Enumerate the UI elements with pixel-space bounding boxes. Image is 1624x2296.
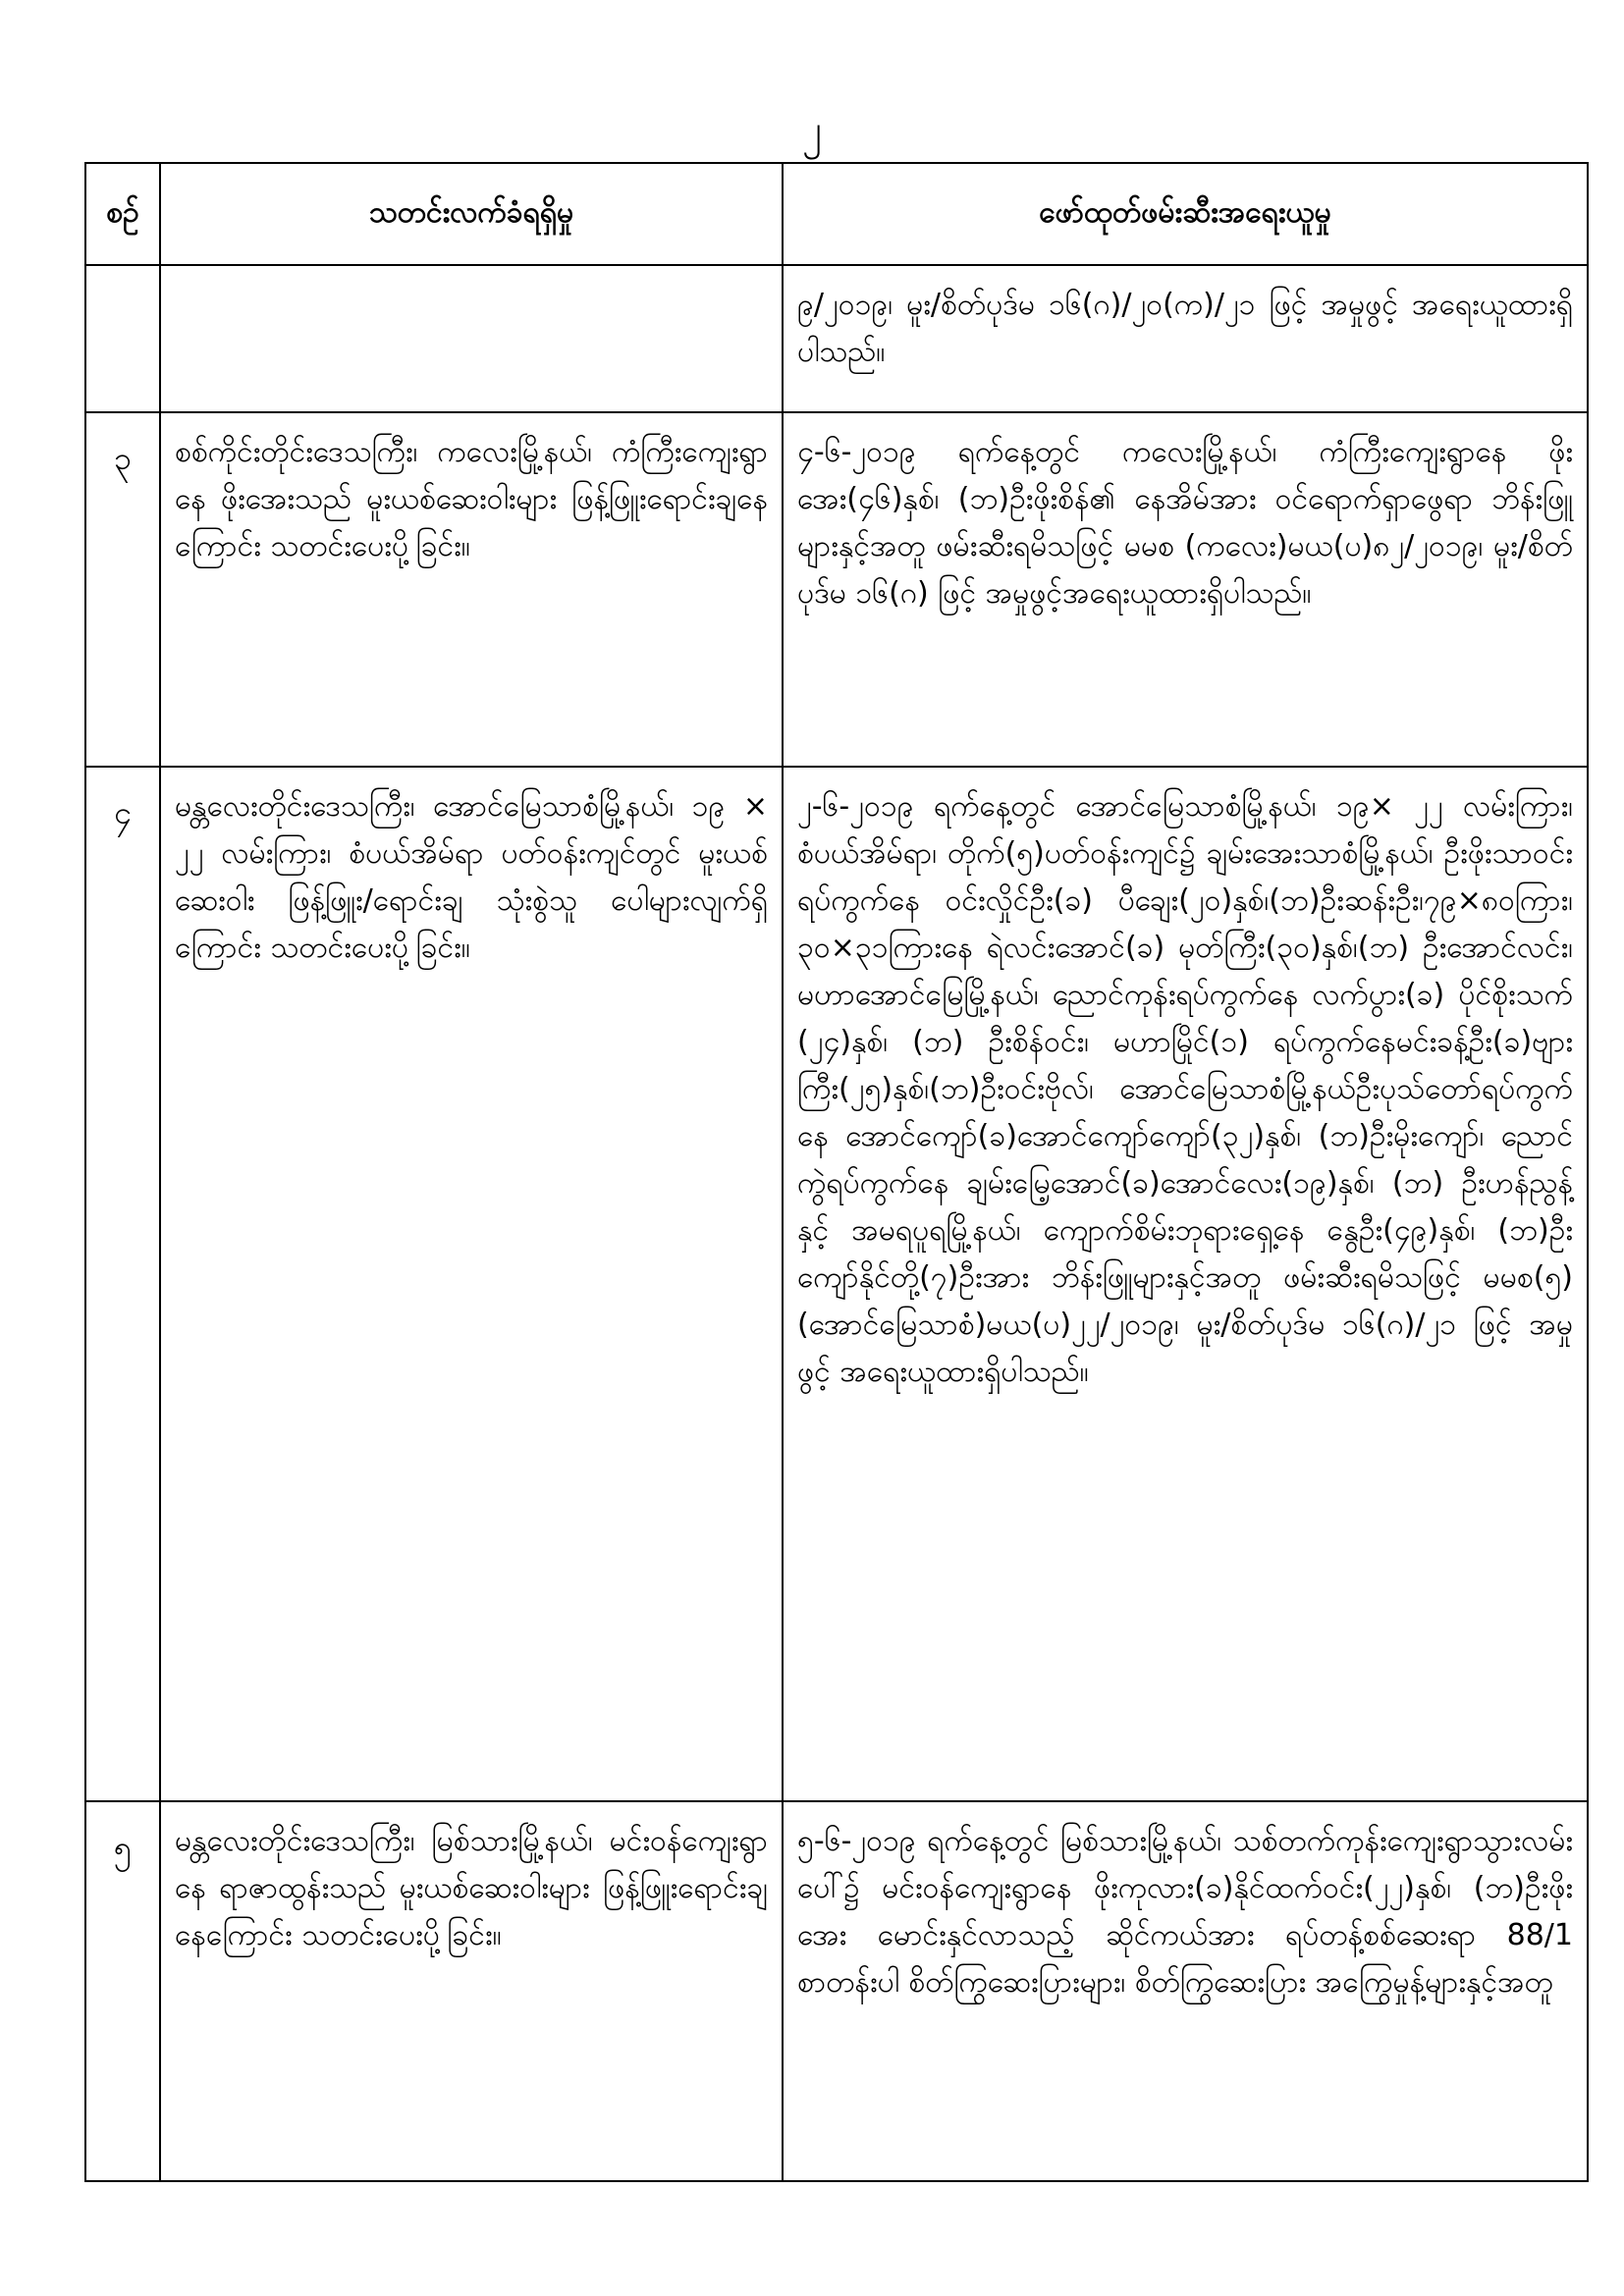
table-row (85, 767, 1588, 1801)
serial-no-cell (85, 265, 160, 412)
table-row (85, 265, 1588, 412)
serial-no-cell: ၃ (85, 412, 160, 767)
action-cell: ၄-၆-၂၀၁၉ ရက်နေ့တွင် ကလေးမြို့နယ်၊ ကံကြီးကျေးရွာနေ ဖိုးအေး(၄၆)နှစ်၊ (ဘ)ဦးဖိုးစိန်၏ နေအိမ်အား ဝင်ရောက်ရှာဖွေရာ ဘိန်းဖြူများနှင့်အတူ ဖမ်းဆီးရမိသဖြင့် မမစ (ကလေး)မယ(ပ)၈၂/၂၀၁၉၊ မူး/စိတ်ပုဒ်မ ၁၆(ဂ) ဖြင့် အမှုဖွင့်အရေးယူထားရှိပါသည်။ (783, 412, 1588, 767)
serial-no-cell: ၄ (85, 767, 160, 1801)
information-cell: မန္တလေးတိုင်းဒေသကြီး၊ အောင်မြေသာစံမြို့နယ်၊ ၁၉ × ၂၂ လမ်းကြား၊ စံပယ်အိမ်ရာ ပတ်ဝန်းကျင်တွင် မူးယစ်ဆေးဝါး ဖြန့်ဖြူး/ရောင်းချ သုံးစွဲသူ ပေါများလျက်ရှိကြောင်း သတင်းပေးပို့ခြင်း။ (160, 767, 783, 1801)
report-table (84, 162, 1589, 2182)
header-action-taken: ဖော်ထုတ်ဖမ်းဆီးအရေးယူမှု (783, 163, 1588, 265)
table-row (85, 1801, 1588, 2181)
header-serial-no: စဉ် (85, 163, 160, 265)
information-cell: စစ်ကိုင်းတိုင်းဒေသကြီး၊ ကလေးမြို့နယ်၊ ကံကြီးကျေးရွာနေ ဖိုးအေးသည် မူးယစ်ဆေးဝါးများ ဖြန့်ဖြူးရောင်းချနေကြောင်း သတင်းပေးပို့ခြင်း။ (160, 412, 783, 767)
serial-no-cell: ၅ (85, 1801, 160, 2181)
information-cell: မန္တလေးတိုင်းဒေသကြီး၊ မြစ်သားမြို့နယ်၊ မင်းဝန်ကျေးရွာနေ ရာဇာထွန်းသည် မူးယစ်ဆေးဝါးများ ဖြန့်ဖြူးရောင်းချနေကြောင်း သတင်းပေးပို့ခြင်း။ (160, 1801, 783, 2181)
action-cell: ၂-၆-၂၀၁၉ ရက်နေ့တွင် အောင်မြေသာစံမြို့နယ်၊ ၁၉× ၂၂ လမ်းကြား၊ စံပယ်အိမ်ရာ၊ တိုက်(၅)ပတ်ဝန်းကျင်၌ ချမ်းအေးသာစံမြို့နယ်၊ ဦးဖိုးသာဝင်းရပ်ကွက်နေ ဝင်းလှိုင်ဦး(ခ) ပီချေး(၂၀)နှစ်၊(ဘ)ဦးဆန်းဦး၊၇၉×၈၀ကြား၊၃၀×၃၁ကြားနေ ရဲလင်းအောင်(ခ) မုတ်ကြီး(၃၀)နှစ်၊(ဘ) ဦးအောင်လင်း၊ မဟာအောင်မြေမြို့နယ်၊ ညောင်ကုန်းရပ်ကွက်နေ လက်ပွား(ခ) ပိုင်စိုးသက် (၂၄)နှစ်၊ (ဘ) ဦးစိန်ဝင်း၊ မဟာမြိုင်(၁) ရပ်ကွက်နေမင်းခန့်ဦး(ခ)ဗျားကြီး(၂၅)နှစ်၊(ဘ)ဦးဝင်းဗိုလ်၊ အောင်မြေသာစံမြို့နယ်ဦးပုသ်တော်ရပ်ကွက်နေ အောင်ကျော်(ခ)အောင်ကျော်ကျော်(၃၂)နှစ်၊ (ဘ)ဦးမိုးကျော်၊ ညောင်ကွဲရပ်ကွက်နေ ချမ်းမြေ့အောင်(ခ)အောင်လေး(၁၉)နှစ်၊ (ဘ) ဦးဟန်ညွန့်နှင့် အမရပူရမြို့နယ်၊ ကျောက်စိမ်းဘုရားရှေ့နေ နွေဦး(၄၉)နှစ်၊ (ဘ)ဦးကျော်နိုင်တို့(၇)ဦးအား ဘိန်းဖြူများနှင့်အတူ ဖမ်းဆီးရမိသဖြင့် မမစ(၅) (အောင်မြေသာစံ)မယ(ပ)၂၂/၂၀၁၉၊ မူး/စိတ်ပုဒ်မ ၁၆(ဂ)/၂၁ ဖြင့် အမှုဖွင့် အရေးယူထားရှိပါသည်။ (783, 767, 1588, 1801)
action-cell: ၅-၆-၂၀၁၉ ရက်နေ့တွင် မြစ်သားမြို့နယ်၊ သစ်တက်ကုန်းကျေးရွာသွားလမ်းပေါ်၌ မင်းဝန်ကျေးရွာနေ ဖိုးကုလား(ခ)နိုင်ထက်ဝင်း(၂၂)နှစ်၊ (ဘ)ဦးဖိုးအေး မောင်းနှင်လာသည့် ဆိုင်ကယ်အား ရပ်တန့်စစ်ဆေးရာ 88/1 စာတန်းပါ စိတ်ကြွဆေးပြားများ၊ စိတ်ကြွဆေးပြား အကြွေမှုန့်များနှင့်အတူ (783, 1801, 1588, 2181)
information-cell (160, 265, 783, 412)
table-header-row (85, 163, 1588, 265)
header-information-received: သတင်းလက်ခံရရှိမှု (160, 163, 783, 265)
action-cell: ၉/၂၀၁၉၊ မူး/စိတ်ပုဒ်မ ၁၆(ဂ)/၂၀(က)/၂၁ ဖြင့် အမှုဖွင့် အရေးယူထားရှိပါသည်။ (783, 265, 1588, 412)
page-number: ၂ (802, 107, 822, 152)
table-row (85, 412, 1588, 767)
